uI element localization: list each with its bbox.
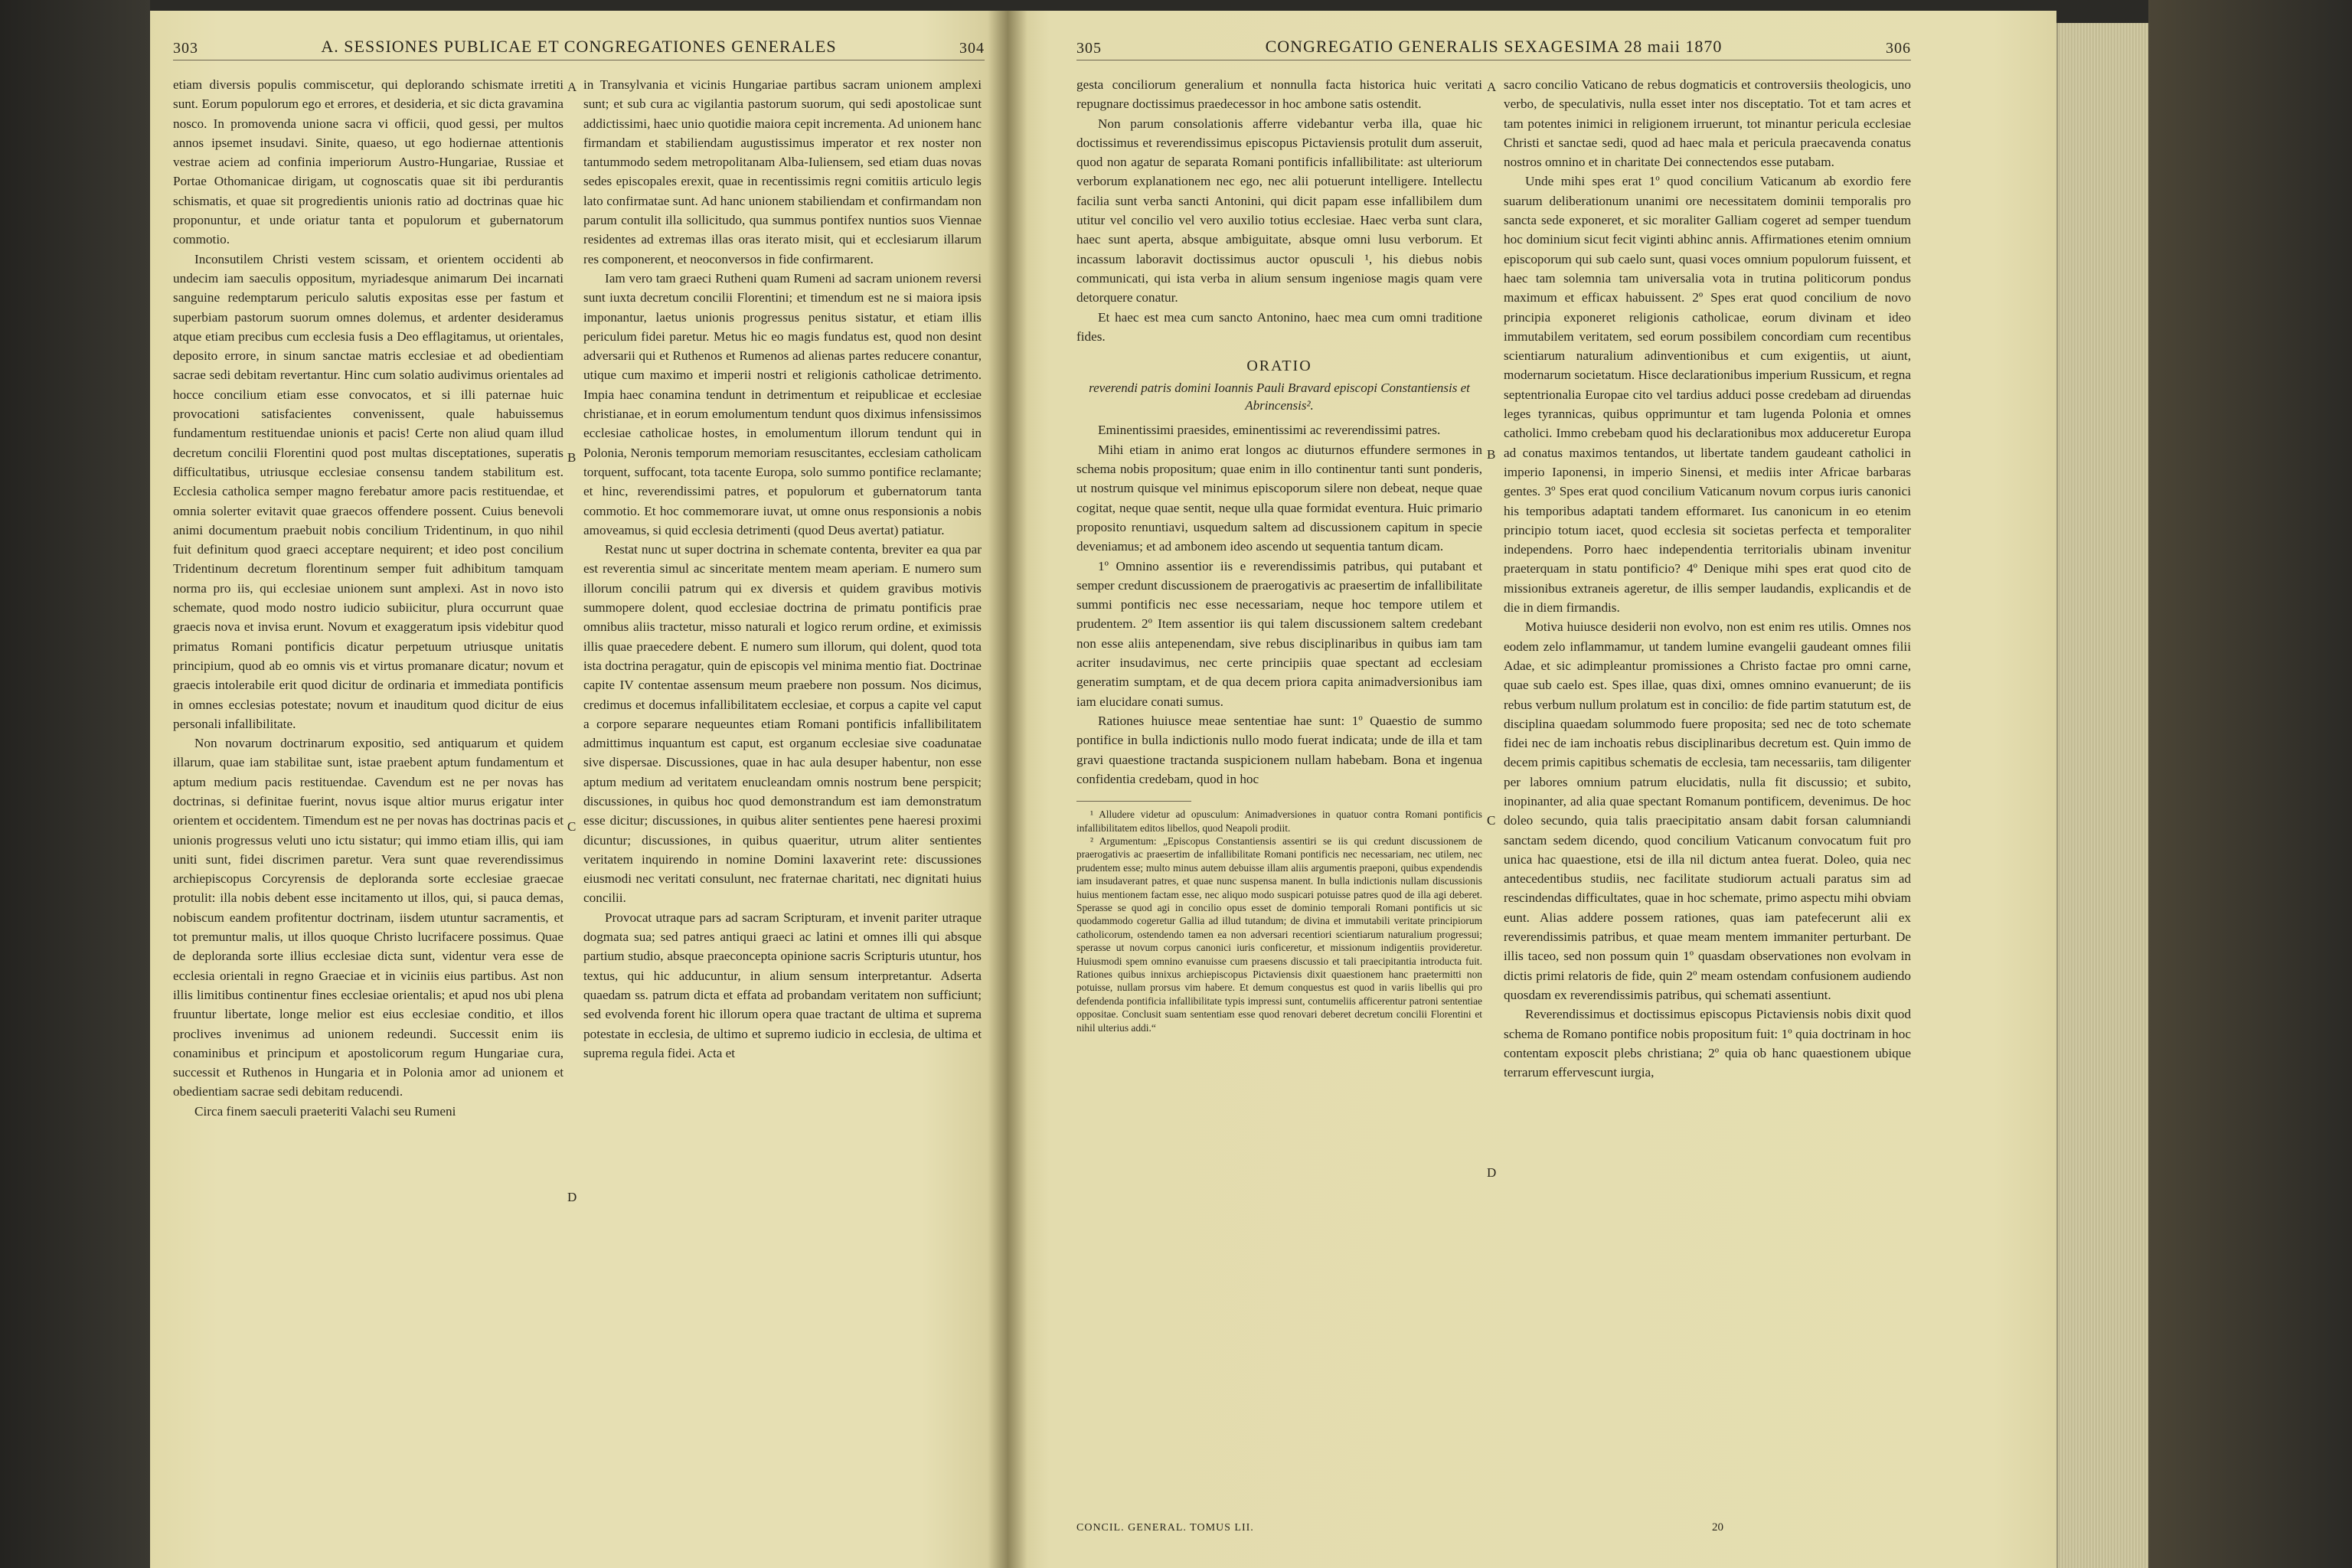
section-marker-a: A — [567, 80, 577, 94]
oratio-subtitle: reverendi patris domini Ioannis Pauli Bravard episcopi Constantiensis et Abrincensis². — [1089, 381, 1470, 413]
left-page — [150, 11, 1008, 1568]
table-background-left — [0, 0, 150, 1568]
section-marker-b: B — [1487, 447, 1496, 462]
section-marker-c: C — [567, 819, 577, 834]
footnote-1: ¹ Alludere videtur ad opusculum: Animadversiones in quatuor contra Romani pontificis infallibilitatem editos libellos, quod Neapoli prodiit. — [1076, 808, 1482, 834]
paragraph: Non parum consolationis afferre videbantur verba illa, quae hic doctissimus et reverendissimus episcopus Pictaviensis protulit dum asseruit, quod non agatur de separata Romani pontificis infallibilitate: ast ulteriorum verborum explanationem nec ego, nec alii potuerunt intelligere. Intellectu facilia sunt verba sancti Antonini, qui dicit papam esse infallibilem dum utitur vel concilio vel vero auxilio totius ecclesiae. Haec verba sunt clara, haec sunt aperta, absque ambiguitate, absque omni lusu verborum. Et incassum laboravit doctissimus auctor opusculi ¹, his diebus nobis communicati, qui ista verba in alium sensum ingeniose magis quam vere detorquere conatur. — [1076, 116, 1482, 305]
footnote-2: ² Argumentum: „Episcopus Constantiensis assentiri se iis qui credunt discussionem de praerogativis ac praesertim de infallibilitate Romani pontificis nec necessariam, nec utilem, nec prudentem esse; multo minus autem debuisse illam aliis argumentis praeponi, quibus expendendis iam insudaverant patres, et quae nunc suspensa manent. In bulla indictionis nullam discussionis huius mentionem factam esse, nec aliquo modo suspicari potuisse patres quod de illa agi deberet. Sperasse se quod agi in concilio opus esset de dominio temporali Romani pontificis ut sic quodammodo cogeretur Gallia ad illud tutandum; de divina et immutabili veritate principiorum catholicorum, ostendendo tamen ea non adversari recentiori scientiarum naturalium progressui; sperasse ut novum corpus canonici iuris conficeretur, et missionum indigentiis provideretur. Huiusmodi spem omnino evanuisse cum praesens discussio et tali praecipitantia introducta fuit. Rationes quibus innixus archiepiscopus Pictaviensis dixit quaestionem hanc praetermitti non potuisse, nullam prorsus vim habere. Et demum conquestus est quod in variis libellis qui pro defendenda pontificia infallibilitate typis impressi sunt, contumeliis afficerentur patroni sententiae oppositae. Conclusit suam sententiam esse quod renovari deberet decretum concilii Florentini et nihil ulterius addi.“ — [1076, 835, 1482, 1034]
left-column-2 — [583, 75, 982, 1514]
signature-number: 20 — [1712, 1521, 1723, 1534]
right-running-title: CONGREGATIO GENERALIS SEXAGESIMA 28 maii 1870 — [1265, 37, 1723, 56]
page-number-305: 305 — [1076, 40, 1102, 57]
paragraph: Reverendissimus et doctissimus episcopus Pictaviensis nobis dixit quod schema de Romano pontifice nobis propositum fuit: 1º quia doctrinam in hoc contentam exposcit plebs christiana; 2º quia ob hanc quaestionem ubique terrarum effervescunt iurgia, — [1504, 1007, 1911, 1080]
right-column-1 — [1076, 75, 1482, 1491]
signature-mark: CONCIL. GENERAL. TOMUS LII. — [1076, 1522, 1254, 1534]
footnotes — [1076, 808, 1482, 1034]
section-marker-c: C — [1487, 813, 1496, 828]
paragraph: Inconsutilem Christi vestem scissam, et orientem occidenti ab undecim iam saeculis oppositum, myriadesque animarum Dei incarnati sanguine redemptarum periculo salutis expositas esse per fastum et superbiam pastorum suorum omnes dolemus, et ardenter desideramus atque etiam precibus cum ecclesia fusis a Deo efflagitamus, ut orientales, deposito errore, in sinum sanctae matris ecclesiae et ad obedientiam sacrae sedi debitam revertantur. Hinc cum solatio audivimus orientales ad hocce concilium etiam esse convocatos, et si illi paternae huic provocationi satisfacientes convenissent, quale habuissemus fundamentum restituendae unionis et pacis! Certe non aliud quam illud decretum concilii Florentini quod post multas disceptationes, superatis difficultatibus, utriusque ecclesiae consensu tandem stabilitum est. Ecclesia catholica semper magno ferebatur amore pacis restituendae, et omnia solerter evitavit quae graecos offendere possent. Cuius benevoli animi documentum praebuit nobis concilium Tridentinum, in quo nihil fuit definitum quod graeci acceptare nequirent; et ideo post concilium Tridentinum decretum florentinum semper fuit adhibitum tamquam norma pro iis, qui ecclesiae unionem sunt amplexi. Ast in novo isto schemate, quod modo nostro iudicio subiicitur, plura occurrunt quae graecis nova et invisa erunt. Novum et exaggeratum ipsis videbitur quod primatus Romani pontificis dicatur perpetuum utriusque unitatis principium, quod ab eo omnis vis et virtus promanare dicatur; novum et graecis intolerabile erit quod dicitur de ordinaria et immediata pontificis in omnes ecclesias potestate; novum et inauditum quod dicitur de eius personali infallibilitate. — [173, 251, 564, 731]
paragraph: Iam vero tam graeci Rutheni quam Rumeni ad sacram unionem reversi sunt iuxta decretum concilii Florentini; et timendum est ne si maiora ipsis imponantur, laetus unionis progressus penitus sistatur, et etiam illis periculum fidei paretur. Metus hic eo magis fundatus est, quod non desint adversarii qui et Ruthenos et Rumenos ad alienas partes reducere conantur, utique cum maximo et imperii nostri et religionis catholicae detrimento. Impia haec conamina tendunt in detrimentum et reipublicae et ecclesiae christianae, et in eorum emolumentum tendunt quos diximus infensissimos ecclesiae catholicae hostes, in emolumentum illorum tendunt qui in Polonia, Neronis temporum memoriam resuscitantes, ecclesiam catholicam torquent, suffocant, tota tacente Europa, solo summo pontifice reclamante; et hinc, reverendissimi patres, et populorum et gubernatorum tanta commotio. Et hoc commemorare iuvat, ut omne onus responsionis a nobis amoveamus, si quid ecclesia detrimenti (quod Deus avertat) patiatur. — [583, 270, 982, 537]
paragraph: Unde mihi spes erat 1º quod concilium Vaticanum ab exordio fere suarum deliberationum unanimi ore necessitatem dominii temporalis pro sancta sede exponeret, et sic moraliter Galliam cogeret ad semper tuendum hoc dominium sicut fecit viginti abhinc annis. Affirmationes etenim omnium episcoporum qui sub caelo sunt, quasi voces omnium populorum fuissent, et haec tam solemnia tam universalia vota in trutina politicorum pondus maximum et efficax habuissent. 2º Spes erat quod concilium de novo principia exponeret religionis catholicae, eorum divinam et ideo immutabilem veritatem, sed eorum possibilem concordiam cum recentibus scientiarum naturalium adinventionibus et cum exigentiis, ut aiunt, modernarum societatum. Hisce declarationibus imperium Russicum, et regna septentrionalia Europae cito vel tardius adduci posse credebam ad diruendas leges tyrannicas, quibus opprimuntur et tam lugenda Polonia et omnes catholici. Immo crebebam quod his declarationibus mox adduceretur Europa ad conatus maximos tentandos, ut libertate tandem gaudeant catholici in imperio Iaponensi, in imperio Sinensi, et mediis inter Africae barbaras gentes. 3º Spes erat quod concilium Vaticanum novum corpus iuris canonici his temporibus adaptati tandem efformaret. Ius canonicum in eo etenim principio totum iacet, quod ecclesia sit societas perfecta et temporaliter independens. Porro haec independentia territorialis ubinam invenitur praeterquam in statu pontificio? 4º Denique mihi spes erat quod cito de missionibus extraneis ageretur, de illis semper laudandis, explicandis et de die in diem firmandis. — [1504, 174, 1911, 616]
page-number-303: 303 — [173, 40, 198, 57]
paragraph: Restat nunc ut super doctrina in schemate contenta, breviter ea qua par est reverentia simul ac sinceritate mentem meam aperiam. E numero sum illorum concilii patrum qui ex diversis et quidem gravibus motivis summopere dolent, quod ecclesiae doctrina de primatu pontificis prae omnibus aliis tractetur, misso naturali et logico rerum ordine, et eximissis illis quae praecedere debent. E numero sum illorum, qui dolent, quod tota ista doctrina peragatur, quin de episcopis vel minima mentio fiat. Doctrinae capite IV contentae assensum meum praebere non possum. Nos dicimus, credimus et docemus infallibilitatem ecclesiae, et corpus a capite vel caput a corpore separare nequeuntes etiam Romani pontificis infallibilitatem admittimus inquantum est caput, est organum ecclesiae sive coadunatae sive dispersae. Discussiones, quae in hac aula desuper habentur, non esse aptum medium ad veritatem enucleandam omnis nostrum bene perspicit; discussiones, in quibus hoc quod demonstrandum est iam demonstratum esse dicitur; discussiones, in quibus aliter sentientes pene haeresi proximi dicuntur; discussiones, in quibus quaeritur, utrum aliter sentientes veritatem inquirendo in nomine Domini laxaverint rete: discussiones eiusmodi nec veritati consulunt, nec fraternae charitati, nec dignitati huius concilii. — [583, 542, 982, 906]
right-page — [1008, 11, 2056, 1568]
paragraph: Et haec est mea cum sancto Antonino, haec mea cum omni traditione fides. — [1076, 309, 1482, 344]
book-gutter — [988, 11, 1027, 1568]
paragraph: Mihi etiam in animo erat longos ac diuturnos effundere sermones in schema nobis propositum; quae enim in illo continentur tanti sunt ponderis, ut nostrum quisque vel minimus episcoporum silere non debeat, neque quae cogitat, neque quae sentit, neque ulla quae formidat eventura. Huic primario proposito renuntiavi, usquedum saltem ad discussionem capitum in specie deveniamus; et ad ambonem ideo ascendo ut sequentia tantum dicam. — [1076, 442, 1482, 554]
oratio-heading: ORATIO — [1246, 358, 1312, 375]
paragraph: 1º Omnino assentior iis e reverendissimis patribus, qui putabant et semper credunt discussionem de praerogativis ac praesertim de infallibilitate summi pontificis nec esse necessariam, neque hoc tempore utilem et prudentem. 2º Item assentior iis qui talem discussionem saltem credebant non esse aliis antepenendam, sive rebus disciplinaribus in quibus iam tam acriter insudavimus, nec certe principiis quae spectant ad ecclesiam generatim sumptam, et de qua decem priora capita animadversionibus iam iam elucidare conati sumus. — [1076, 558, 1482, 709]
right-column-2 — [1504, 75, 1911, 1514]
paragraph: in Transylvania et vicinis Hungariae partibus sacram unionem amplexi sunt; et sub cura ac vigilantia pastorum suorum, qui sedi apostolicae sunt addictissimi, haec unio quotidie maiora cepit incrementa. Ad unionem hanc firmandam et stabiliendam augustissimus imperator et rex noster non tantummodo sedem metropolitanam Alba-Iuliensem, sed etiam duas novas sedes episcopales erexit, quae in recentissimis regni comitiis articulo legis lato confirmatae sunt. Ad hanc unionem stabiliendam et confirmandam non parum contulit illa sollicitudo, qua summus pontifex nuntios suos Viennae residentes ad extremas illas oras iterato misit, qui et ecclesiarum illarum res componerent, et neoconversos in fide confirmarent. — [583, 77, 982, 266]
paragraph: Rationes huiusce meae sententiae hae sunt: 1º Quaestio de summo pontifice in bulla indictionis nullo modo fuerat indicata; unde de illa et tam gravi quaestione tractanda suspicionem nullam habebam. Bona et ingenua confidentia credebam, quod in hoc — [1076, 713, 1482, 786]
paragraph: Motiva huiusce desiderii non evolvo, non est enim res utilis. Omnes nos eodem zelo inflammamur, ut tandem lumine evangelii gaudeant omnes filii Adae, et sic adimpleantur promissiones a Christo factae pro omni carne, quae sub caelo est. Spes illae, quas dixi, omnes omnino evanuerunt; de iis rebus verbum nullum prolatum est in concilio: de fide partim statutum est, de disciplina quaedam solummodo fuere proposita; sed nec de toto schemate fidei nec de iam inchoatis rebus disciplinaribus decretum est. Quin immo de decem primis capitibus schematis de ecclesia, tam necessariis, tam diligenter per labores omnium patrum elucidatis, nulla fit discussio; et subito, inopinanter, ad alia quae spectant Romanum pontificem, devenimus. De hoc doleo secundo, quia talis praecipitatio ansam dabit forsan calumniandi sanctam sedem dicendo, quod concilium Vaticanum convocatum fuit pro unica hac quaestione, etsi de illa nil dictum antea fuerat. Doleo, quia nec antecedentibus studiis, nec facilitate studiorum actuali paratus sim ad rescindendas difficultates, quae in hoc schemate, primo aspectu mihi obviam eunt. Alias addere possem rationes, quas iam patefecerunt alii ex reverendissimis patribus, et quae meam mentem immaniter perturbant. De illis taceo, sed non possum quin 1º quasdam observationes non evolvam in dictis primi relatoris de fide, quin 2º meam ostendam confusionem audiendo quosdam ex reverendissimis patribus, qui schemati assentiunt. — [1504, 619, 1911, 1002]
section-marker-d: D — [567, 1190, 577, 1204]
section-marker-a: A — [1487, 80, 1497, 94]
paragraph: Circa finem saeculi praeteriti Valachi seu Rumeni — [194, 1103, 456, 1119]
table-background-right — [2148, 0, 2352, 1568]
left-column-1 — [173, 75, 564, 1514]
paragraph: etiam diversis populis commiscetur, qui deplorando schismate irretiti sunt. Eorum populorum ego et errores, et desideria, et sic dicta gravamina nosco. In promovenda unione sacra vi officii, quod gessi, per multos annos ipsemet insudavi. Sinite, quaeso, ut ego hodiernae attentionis vestrae aciem ad confinia imperiorum Austro-Hungariae, Russiae et Portae Othomanicae dirigam, ut cognoscatis quae sit ibi perdurantis schismatis, et quae sit progredientis unionis ratio ad doctrinas quae hic proponuntur, et unde oriatur tanta et populorum et gubernatorum commotio. — [173, 77, 564, 247]
page-fore-edge — [2056, 23, 2150, 1568]
footnote-rule — [1076, 801, 1191, 802]
paragraph: Non novarum doctrinarum expositio, sed antiquarum et quidem illarum, quae iam stabilitae sunt, istae praebent aptum fundamentum et aptum medium pacis restituendae. Cavendum est ne per novas has doctrinas, si definitae fuerint, novus isque altior murus erigatur inter orientem et occidentem. Timendum est ne per novas has doctrinas pacis et unionis progressus veluti uno ictu sistatur; qui immo etiam illis, qui iam uniti sunt, fidei discrimen paretur. Vera sunt quae reverendissimus archiepiscopus Corcyrensis de deploranda sorte ecclesiae graecae protulit: illa nobis debent esse incitamento ut illos, qui, si pauca demas, nobiscum eandem profitentur doctrinam, iisdem utuntur sacramentis, et tot premuntur malis, ut illos quoque Christo lucrifacere possimus. Quae de deploranda sorte illius ecclesiae dicta sunt, videntur vera esse de ecclesia orientali in regno Graeciae et in viciniis eius partibus. Ast non illis limitibus continentur fines ecclesiae orientalis; et apud nos ubi plena fruuntur libertate, longe melior est eius ecclesiae conditio, et illos proclives invenimus ad unionem redeundi. Successit enim iis conaminibus et principum et apostolicorum regum Hungariae cura, successit et Ruthenos in Hungaria et in Polonia amor ad unionem et obedientiam sacrae sedi debitam reducendi. — [173, 736, 564, 1099]
paragraph: sacro concilio Vaticano de rebus dogmaticis et controversiis theologicis, uno verbo, de speculativis, nulla esset inter nos disceptatio. Tot et tam acres et tam potentes inimici in religionem irruerunt, tot minantur pericula ecclesiae Christi et sanctae sedi, quod ad haec mala et pericula praecavenda conatus nostros omnino et in charitate Dei connectendos esse putabam. — [1504, 77, 1911, 170]
page-number-304: 304 — [959, 40, 985, 57]
left-running-title: A. SESSIONES PUBLICAE ET CONGREGATIONES GENERALES — [321, 37, 837, 56]
section-marker-d: D — [1487, 1165, 1497, 1180]
page-number-306: 306 — [1886, 40, 1911, 57]
right-running-head — [1076, 32, 1911, 63]
section-marker-b: B — [567, 450, 577, 465]
paragraph: Provocat utraque pars ad sacram Scripturam, et invenit pariter utraque dogmata sua; sed patres antiqui graeci ac latini et omnes illi qui absque partium studio, absque praeconcepta opinione sacris Scripturis utuntur, hos textus, qui hic adducuntur, in alium sensum interpretantur. Adserta quaedam ss. patrum dicta et effata ad probandam veritatem non sufficiunt; sed evolvenda forent hic illorum opera quae tractant de ultima et suprema potestate in ecclesia, de ultimo et supremo iudicio in ecclesia, de ultima et suprema regula fidei. Acta et — [583, 910, 982, 1060]
left-running-head — [173, 32, 985, 63]
paragraph: gesta conciliorum generalium et nonnulla facta historica huic veritati repugnare doctissimus praedecessor in hoc ambone satis ostendit. — [1076, 77, 1482, 112]
paragraph: Eminentissimi praesides, eminentissimi ac reverendissimi patres. — [1098, 423, 1441, 438]
